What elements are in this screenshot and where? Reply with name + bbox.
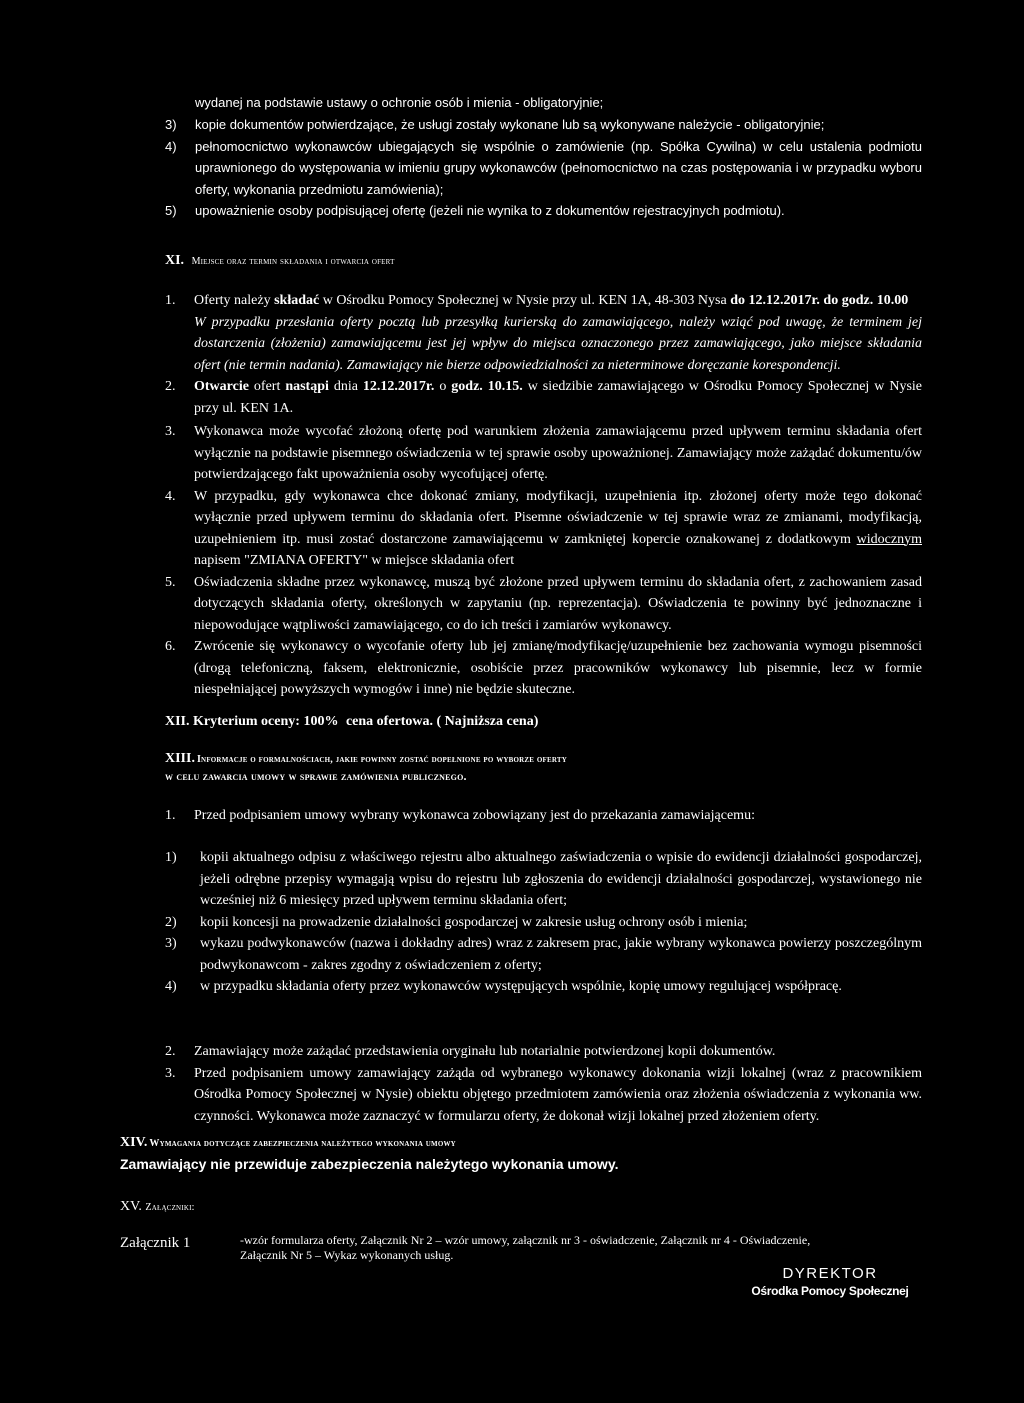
top-continuation xyxy=(195,92,921,114)
delivery-note: W przypadku przesłania oferty pocztą lub przesyłką kurierską do zamawiającego, należy wziąć pod uwagę, że terminem jej dostarczenia (złożenia) zamawiającemu jest jej wpływ do miejsca oznaczonego przez zamawiającego, jako miejsce składania ofert (nie termin nadania). Zamawiający nie bierze odpowiedzialności za nieterminowe doręczanie korespondencji. xyxy=(194,314,922,373)
section-xv-heading: XV. Załączniki: xyxy=(120,1199,195,1214)
list-item: 2) kopii koncesji na prowadzenie działalności gospodarczej w zakresie usług ochrony osób i mienia; xyxy=(165,914,748,930)
attachment-list: -wzór formularza oferty, Załącznik Nr 2 – wzór umowy, załącznik nr 3 - oświadczenie, Załącznik nr 4 - Oświadczenie, Załącznik Nr 5 – Wykaz wykonanych usług. xyxy=(240,1233,811,1262)
list-item: 6. Zwrócenie się wykonawcy o wycofanie oferty lub jej zmianę/modyfikację/uzupełnienie bez zachowania wymogu pisemności (drogą telefoniczną, faksem, elektronicznie, osobiście przez pracowników wykonawcy lub pisemnie, lecz w formie niespełniającej powyższych wymogów i inne) nie będzie skuteczne. xyxy=(165,639,922,697)
list-item: 3. Wykonawca może wycofać złożoną ofertę pod warunkiem złożenia zamawiającemu przed upływem terminu składania ofert wyłącznie na podstawie pisemnego oświadczenia w tej sprawie osoby upoważnionej. Zamawiający może zażądać dokumentu/ów potwierdzającego fakt upoważnienia osoby wycofującej ofertę. xyxy=(165,424,922,482)
top-list xyxy=(165,114,922,222)
list-item: 4. W przypadku, gdy wykonawca chce dokonać zmiany, modyfikacji, uzupełnienia itp. złożonej oferty może tego dokonać wyłącznie przed upływem terminu do składania ofert. Pisemne oświadczenie w tej sprawie wraz ze zmianami, modyfikacją, uzupełnieniem itp. musi zostać dostarczone zamawiającemu w zamkniętej kopercie oznakowanej z dodatkowym widocznym napisem "ZMIANA OFERTY" w miejsce składania ofert xyxy=(165,488,922,568)
section-xii: XII. Kryterium oceny: 100% cena ofertowa. ( Najniższa cena) xyxy=(165,714,539,729)
attachment-label: Załącznik 1 xyxy=(120,1235,191,1251)
list-item: 5) upoważnienie osoby podpisującej ofertę (jeżeli nie wynika to z dokumentów rejestracyjnych podmiotu). xyxy=(165,203,785,218)
section-xiv: XIV. Wymagania dotyczące zabezpieczenia należytego wykonania umowy Zamawiający nie przewiduje zabezpieczenia należytego wykonania umowy. xyxy=(120,1135,619,1172)
section-xi-list xyxy=(165,290,922,701)
section-xiii-sublist xyxy=(165,847,922,998)
list-item: 3) kopie dokumentów potwierdzające, że usługi zostały wykonane lub są wykonywane należycie - obligatoryjnie; xyxy=(165,117,825,132)
list-item: 4) pełnomocnictwo wykonawców ubiegających się wspólnie o zamówienie (np. Spółka Cywilna) w celu ustalenia podmiotu uprawnionego do występowania w imieniu grupy wykonawców (pełnomocnictwo na czas postępowania i w przypadku wyboru oferty, wykonania przedmiotu zamówienia); xyxy=(165,138,922,197)
continuation-line: wydanej na podstawie ustawy o ochronie osób i mienia - obligatoryjnie; xyxy=(195,95,604,110)
list-item: 5. Oświadczenia składne przez wykonawcę, muszą być złożone przed upływem terminu do składania ofert, z zachowaniem zasad dotyczących składania oferty, określonych w zapytaniu (np. reprezentacja). Oświadczenia te powinny być jednoznaczne i niepowodujące wątpliwości zamawiającego, co do ich treści i zamiarów wykonawcy. xyxy=(165,574,922,633)
section-xiii-items-2-3 xyxy=(165,1041,922,1127)
list-item: 3) wykazu podwykonawców (nazwa i dokładny adres) wraz z zakresem prac, jakie wybrany wykonawca powierzy poszczególnym podwykonawcom - zakres zgodny z oświadczeniem z oferty; xyxy=(165,936,922,973)
list-item: 2. Otwarcie ofert nastąpi dnia 12.12.2017r. o godz. 10.15. w siedzibie zamawiającego w Ośrodku Pomocy Społecznej w Nysie przy ul. KEN 1A. xyxy=(165,379,922,416)
director-signature-stamp xyxy=(735,1265,925,1299)
section-xiii-item-1: 1. Przed podpisaniem umowy wybrany wykonawca zobowiązany jest do przekazania zamawiającemu: xyxy=(165,808,755,823)
director-title: DYREKTOR xyxy=(782,1265,878,1282)
list-item: 3. Przed podpisaniem umowy zamawiający zażąda od wybranego wykonawcy dokonania wizji lokalnej (wraz z pracownikiem Ośrodka Pomocy Społecznej w Nysie) obiektu objętego przedmiotem zamówienia oraz złożenia oświadczenia z wykonania ww. czynności. Wykonawca może zaznaczyć w formularzu oferty, że dokonał wizji lokalnej przed złożeniem oferty. xyxy=(165,1065,922,1124)
director-org: Ośrodka Pomocy Społecznej xyxy=(751,1284,909,1298)
list-item: 2. Zamawiający może zażądać przedstawienia oryginału lub notarialnie potwierdzonej kopii dokumentów. xyxy=(165,1044,776,1059)
section-xiii-heading: XIII. Informacje o formalnościach, jakie powinny zostać dopełnione po wyborze oferty w celu zawarcia umowy w sprawie zamówienia publicznego. xyxy=(165,751,567,783)
list-item: 1) kopii aktualnego odpisu z właściwego rejestru albo aktualnego zaświadczenia o wpisie do ewidencji działalności gospodarczej, jeżeli odrębne przepisy wymagają wpisu do rejestru lub zgłoszenia do ewidencji działalności gospodarczej, wystawionego nie wcześniej niż 6 miesięcy przed upływem terminu składania ofert; xyxy=(165,850,922,908)
list-item: 1. Oferty należy składać w Ośrodku Pomocy Społecznej w Nysie przy ul. KEN 1A, 48-303 Nysa do 12.12.2017r. do godz. 10.00 W przypadku przesłania oferty pocztą lub przesyłką kurierską do zamawiającego, należy wziąć pod uwagę, że terminem jej dostarczenia (złożenia) zamawiającemu jest jej wpływ do miejsca oznaczonego przez zamawiającego, jako miejsce składania ofert (nie termin nadania). Zamawiający nie bierze odpowiedzialności za nieterminowe doręczanie korespondencji. xyxy=(165,290,922,376)
section-xi-heading: XI. Miejsce oraz termin składania i otwarcia ofert xyxy=(165,253,395,268)
list-item: 4) w przypadku składania oferty przez wykonawców występujących wspólnie, kopię umowy regulującej współpracę. xyxy=(165,979,842,994)
